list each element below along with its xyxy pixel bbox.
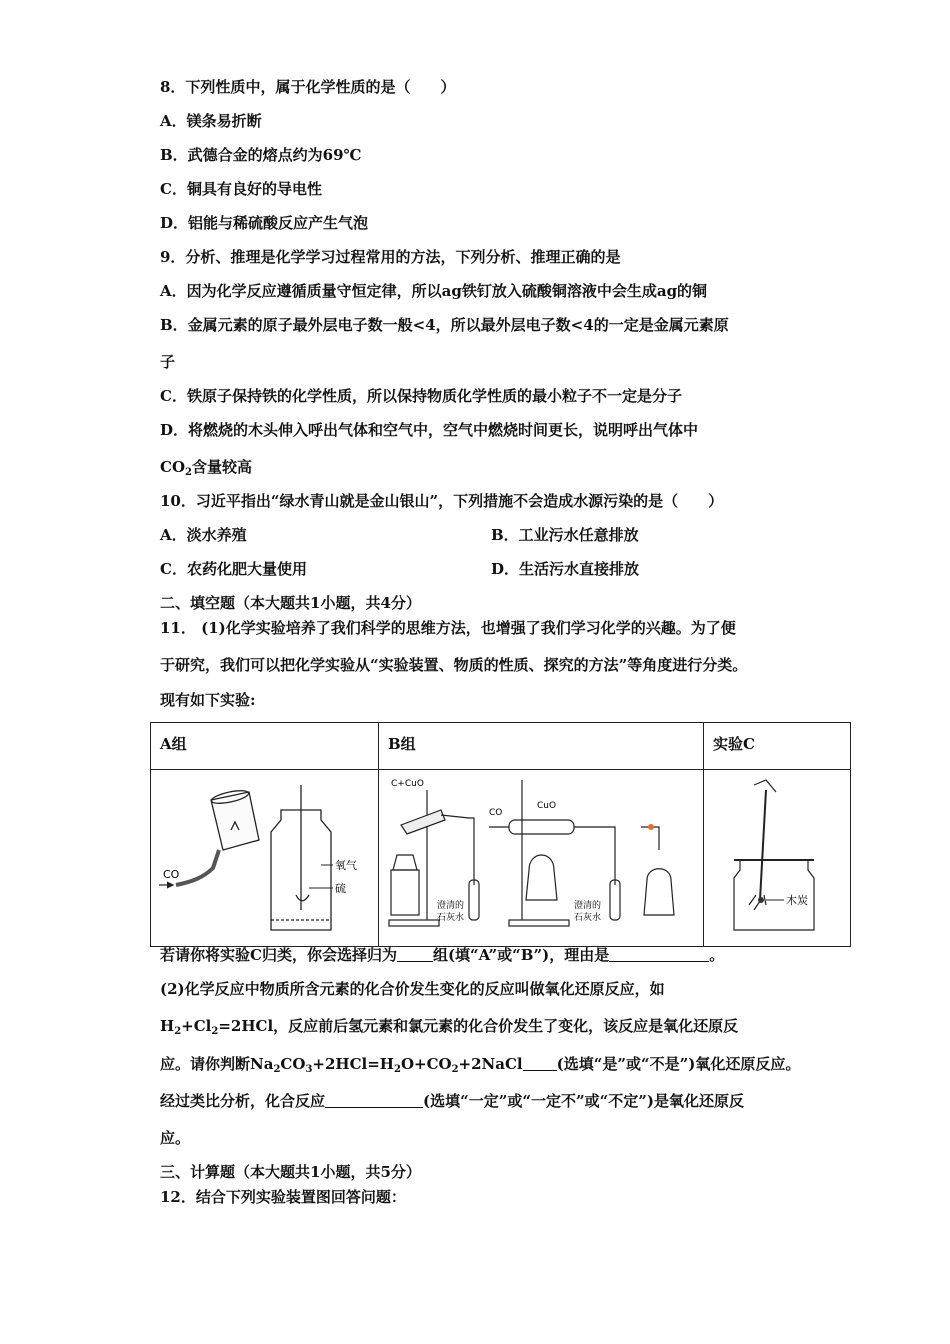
label-co-b: CO: [489, 808, 503, 818]
q8-option-d: D．铝能与稀硫酸反应产生气泡: [160, 214, 369, 232]
q8-stem: 8．下列性质中，属于化学性质的是（ ）: [160, 78, 456, 96]
label-co-a: CO: [163, 868, 180, 881]
section-2-heading: 二、填空题（本大题共1小题，共4分）: [160, 594, 421, 612]
q9-stem: 9．分析、推理是化学学习过程常用的方法，下列分析、推理正确的是: [160, 248, 621, 266]
q9-option-a: A．因为化学反应遵循质量守恒定律，所以ag铁钉放入硫酸铜溶液中会生成ag的铜: [160, 282, 708, 300]
q9-option-d-line1: D．将燃烧的木头伸入呼出气体和空气中，空气中燃烧时间更长，说明呼出气体中: [160, 421, 699, 439]
q12-stem: 12．结合下列实验装置图回答问题：: [160, 1188, 406, 1206]
header-group-b: B组: [379, 723, 704, 770]
section-3-heading: 三、计算题（本大题共1小题，共5分）: [160, 1163, 421, 1181]
equation-na2co3: $Na_2CO_3+2HCl=H_2O+CO_2+2NaCl$: [250, 1055, 523, 1075]
q11-part2-line4: 经过类比分析，化合反应 (选填“一定”或“一定不”或“不定”)是氧化还原反: [160, 1092, 744, 1110]
q11-line1: 11． (1)化学实验培养了我们科学的思维方法，也增强了我们学习化学的兴趣。为了便: [160, 619, 736, 637]
header-group-a: A组: [151, 723, 379, 770]
blank-group[interactable]: [397, 947, 433, 962]
equation-h2-cl2: $H_2+Cl_2=2HCl$: [160, 1017, 274, 1037]
label-limewater1-line1: 澄清的: [437, 901, 465, 911]
experiment-c-diagram: [704, 770, 849, 942]
q11-line2: 于研究，我们可以把化学实验从“实验装置、物质的性质、探究的方法”等角度进行分类。: [160, 656, 748, 674]
group-b-apparatus: [379, 770, 704, 947]
q8-option-b: B．武德合金的熔点约为69℃: [160, 146, 362, 164]
q9-option-c: C．铁原子保持铁的化学性质，所以保持物质化学性质的最小粒子不一定是分子: [160, 387, 682, 405]
group-b-diagram: [379, 770, 702, 942]
label-sulfur: 硫: [335, 882, 346, 895]
blank-redox-judgement[interactable]: [523, 1056, 557, 1071]
label-c-cuo: C+CuO: [391, 779, 424, 789]
q11-part2-line1: (2)化学反应中物质所含元素的化合价发生变化的反应叫做氧化还原反应，如: [160, 980, 665, 998]
label-cuo: CuO: [537, 801, 557, 811]
q9-option-d-line2: $CO_2$含量较高: [160, 458, 252, 478]
q9-option-b-line1: B．金属元素的原子最外层电子数一般<4，所以最外层电子数<4的一定是金属元素原: [160, 316, 729, 334]
blank-reason[interactable]: [609, 947, 709, 962]
q8-option-c: C．铜具有良好的导电性: [160, 180, 322, 198]
q8-option-a: A．镁条易折断: [160, 112, 262, 130]
label-charcoal: 木炭: [786, 894, 808, 907]
q11-classify-line: 若请你将实验C归类，你会选择归为 组(填“A”或“B”)，理由是 。: [160, 946, 725, 964]
q11-part2-line3: 应。请你判断$Na_2CO_3+2HCl=H_2O+CO_2+2NaCl$ (选填“是”或“不是”)氧化还原反应。: [160, 1055, 801, 1075]
blank-combination-reaction[interactable]: [325, 1093, 423, 1108]
q11-part2-line5: 应。: [160, 1129, 191, 1147]
label-limewater2-line2: 石灰水: [574, 913, 602, 923]
group-a-diagram: [151, 770, 377, 942]
label-oxygen: 氧气: [335, 859, 357, 872]
header-experiment-c: 实验C: [704, 723, 851, 770]
q10-option-d: D．生活污水直接排放: [491, 560, 640, 578]
q10-stem: 10．习近平指出“绿水青山就是金山银山”，下列措施不会造成水源污染的是（ ）: [160, 492, 724, 510]
label-limewater2-line1: 澄清的: [574, 901, 602, 911]
experiment-c-apparatus: [704, 770, 851, 947]
experiment-table: [150, 722, 851, 947]
q11-line3: 现有如下实验:: [160, 691, 256, 709]
q10-option-c: C．农药化肥大量使用: [160, 560, 307, 578]
q10-option-a: A．淡水养殖: [160, 526, 247, 544]
group-a-apparatus: [151, 770, 379, 947]
q10-option-b: B．工业污水任意排放: [491, 526, 639, 544]
q9-option-b-line2: 子: [160, 353, 176, 371]
label-limewater1-line2: 石灰水: [437, 913, 465, 923]
q11-part2-line2: $H_2+Cl_2=2HCl$，反应前后氢元素和氯元素的化合价发生了变化，该反应是氧化还原反: [160, 1017, 739, 1037]
